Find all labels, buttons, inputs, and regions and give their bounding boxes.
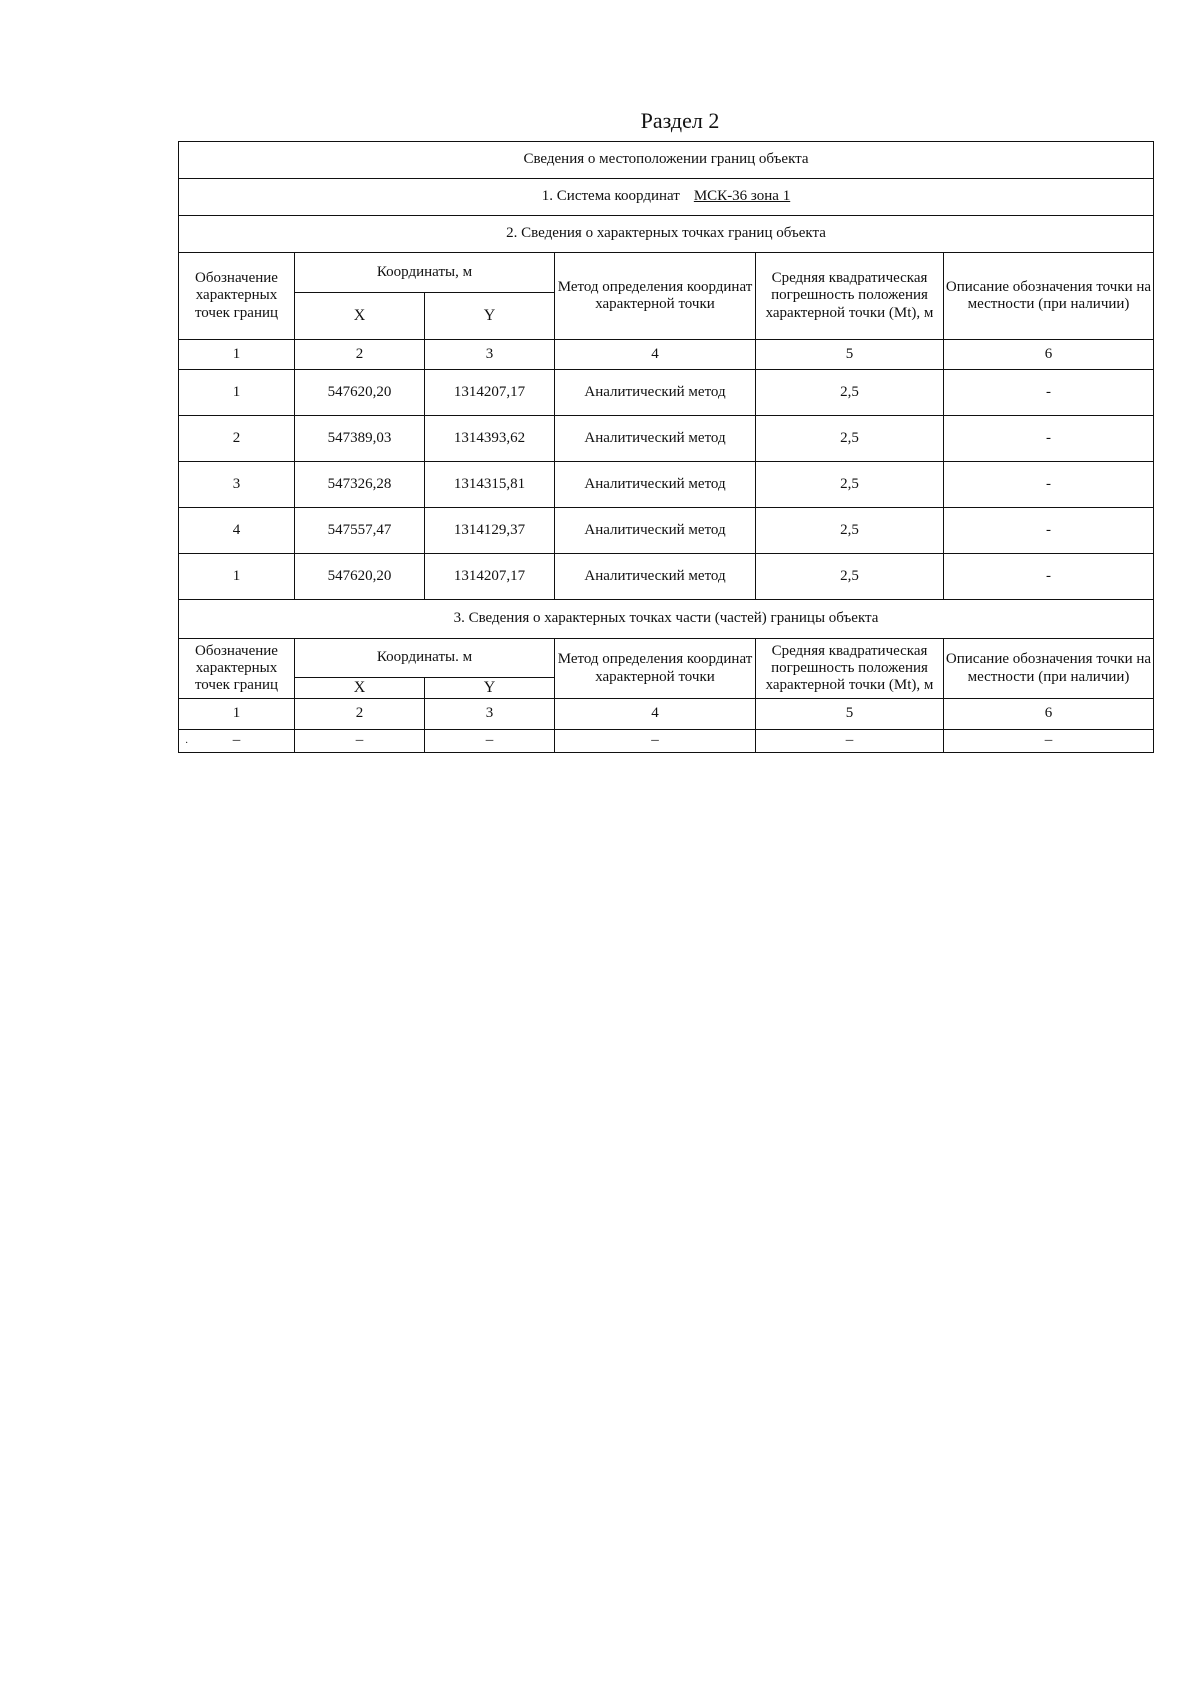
table-row	[179, 370, 1154, 416]
header-error: Средняя квадратическая погрешность положения характерной точки (Mt), м	[756, 639, 944, 699]
column-number: 2	[295, 340, 425, 370]
column-number: 1	[179, 340, 295, 370]
scan-dot: ·	[185, 738, 189, 749]
boundary-table	[178, 141, 1154, 753]
empty-cell: –	[295, 730, 425, 753]
y-cell: 1314207,17	[425, 554, 555, 600]
page-title: Раздел 2	[640, 108, 720, 133]
header-y: Y	[425, 678, 555, 699]
error-cell: 2,5	[756, 508, 944, 554]
x-cell: 547557,47	[295, 508, 425, 554]
y-cell: 1314393,62	[425, 416, 555, 462]
method-cell: Аналитический метод	[555, 416, 756, 462]
method-cell: Аналитический метод	[555, 462, 756, 508]
point-cell: 4	[179, 508, 295, 554]
column-number: 5	[756, 340, 944, 370]
column-number-row	[179, 699, 1154, 730]
table-row	[179, 730, 1154, 753]
point-cell: 1	[179, 370, 295, 416]
table-row	[179, 416, 1154, 462]
point-cell: 2	[179, 416, 295, 462]
section2-title: 2. Сведения о характерных точках границ объекта	[179, 216, 1154, 253]
empty-cell: –	[555, 730, 756, 753]
header-coordinates: Координаты, м	[295, 253, 555, 293]
column-number: 2	[295, 699, 425, 730]
empty-cell: –	[756, 730, 944, 753]
error-cell: 2,5	[756, 370, 944, 416]
coord-system-label: 1. Система координат	[541, 188, 680, 205]
error-cell: 2,5	[756, 554, 944, 600]
x-cell: 547389,03	[295, 416, 425, 462]
header-y: Y	[425, 293, 555, 340]
empty-cell: –	[944, 730, 1154, 753]
coord-system-value: МСК-36 зона 1	[693, 188, 791, 205]
header-method: Метод определения координат характерной точки	[555, 639, 756, 699]
desc-cell: -	[944, 508, 1154, 554]
column-number: 6	[944, 699, 1154, 730]
header-designation: Обозначение характерных точек границ	[179, 639, 295, 699]
y-cell: 1314315,81	[425, 462, 555, 508]
column-number-row	[179, 340, 1154, 370]
desc-cell: -	[944, 462, 1154, 508]
empty-cell: –	[425, 730, 555, 753]
header-description: Описание обозначения точки на местности (при наличии)	[944, 639, 1154, 699]
header-method: Метод определения координат характерной точки	[555, 253, 756, 340]
y-cell: 1314207,17	[425, 370, 555, 416]
desc-cell: -	[944, 370, 1154, 416]
column-number: 3	[425, 699, 555, 730]
header-x: X	[295, 678, 425, 699]
table-row	[179, 508, 1154, 554]
column-number: 4	[555, 699, 756, 730]
header-designation: Обозначение характерных точек границ	[179, 253, 295, 340]
error-cell: 2,5	[756, 462, 944, 508]
table-row	[179, 462, 1154, 508]
header-x: X	[295, 293, 425, 340]
header-description: Описание обозначения точки на местности (при наличии)	[944, 253, 1154, 340]
point-cell: 1	[179, 554, 295, 600]
x-cell: 547620,20	[295, 370, 425, 416]
method-cell: Аналитический метод	[555, 508, 756, 554]
desc-cell: -	[944, 554, 1154, 600]
column-number: 5	[756, 699, 944, 730]
y-cell: 1314129,37	[425, 508, 555, 554]
method-cell: Аналитический метод	[555, 554, 756, 600]
column-number: 3	[425, 340, 555, 370]
coord-system-row	[179, 179, 1154, 216]
x-cell: 547620,20	[295, 554, 425, 600]
header-coordinates: Координаты. м	[295, 639, 555, 678]
error-cell: 2,5	[756, 416, 944, 462]
table-row	[179, 554, 1154, 600]
column-number: 4	[555, 340, 756, 370]
section3-title: 3. Сведения о характерных точках части (частей) границы объекта	[179, 600, 1154, 639]
method-cell: Аналитический метод	[555, 370, 756, 416]
point-cell: 3	[179, 462, 295, 508]
column-number: 1	[179, 699, 295, 730]
header-error: Средняя квадратическая погрешность положения характерной точки (Mt), м	[756, 253, 944, 340]
dash: –	[232, 732, 241, 749]
empty-cell	[179, 730, 295, 753]
x-cell: 547326,28	[295, 462, 425, 508]
desc-cell: -	[944, 416, 1154, 462]
column-number: 6	[944, 340, 1154, 370]
table-title: Сведения о местоположении границ объекта	[179, 142, 1154, 179]
